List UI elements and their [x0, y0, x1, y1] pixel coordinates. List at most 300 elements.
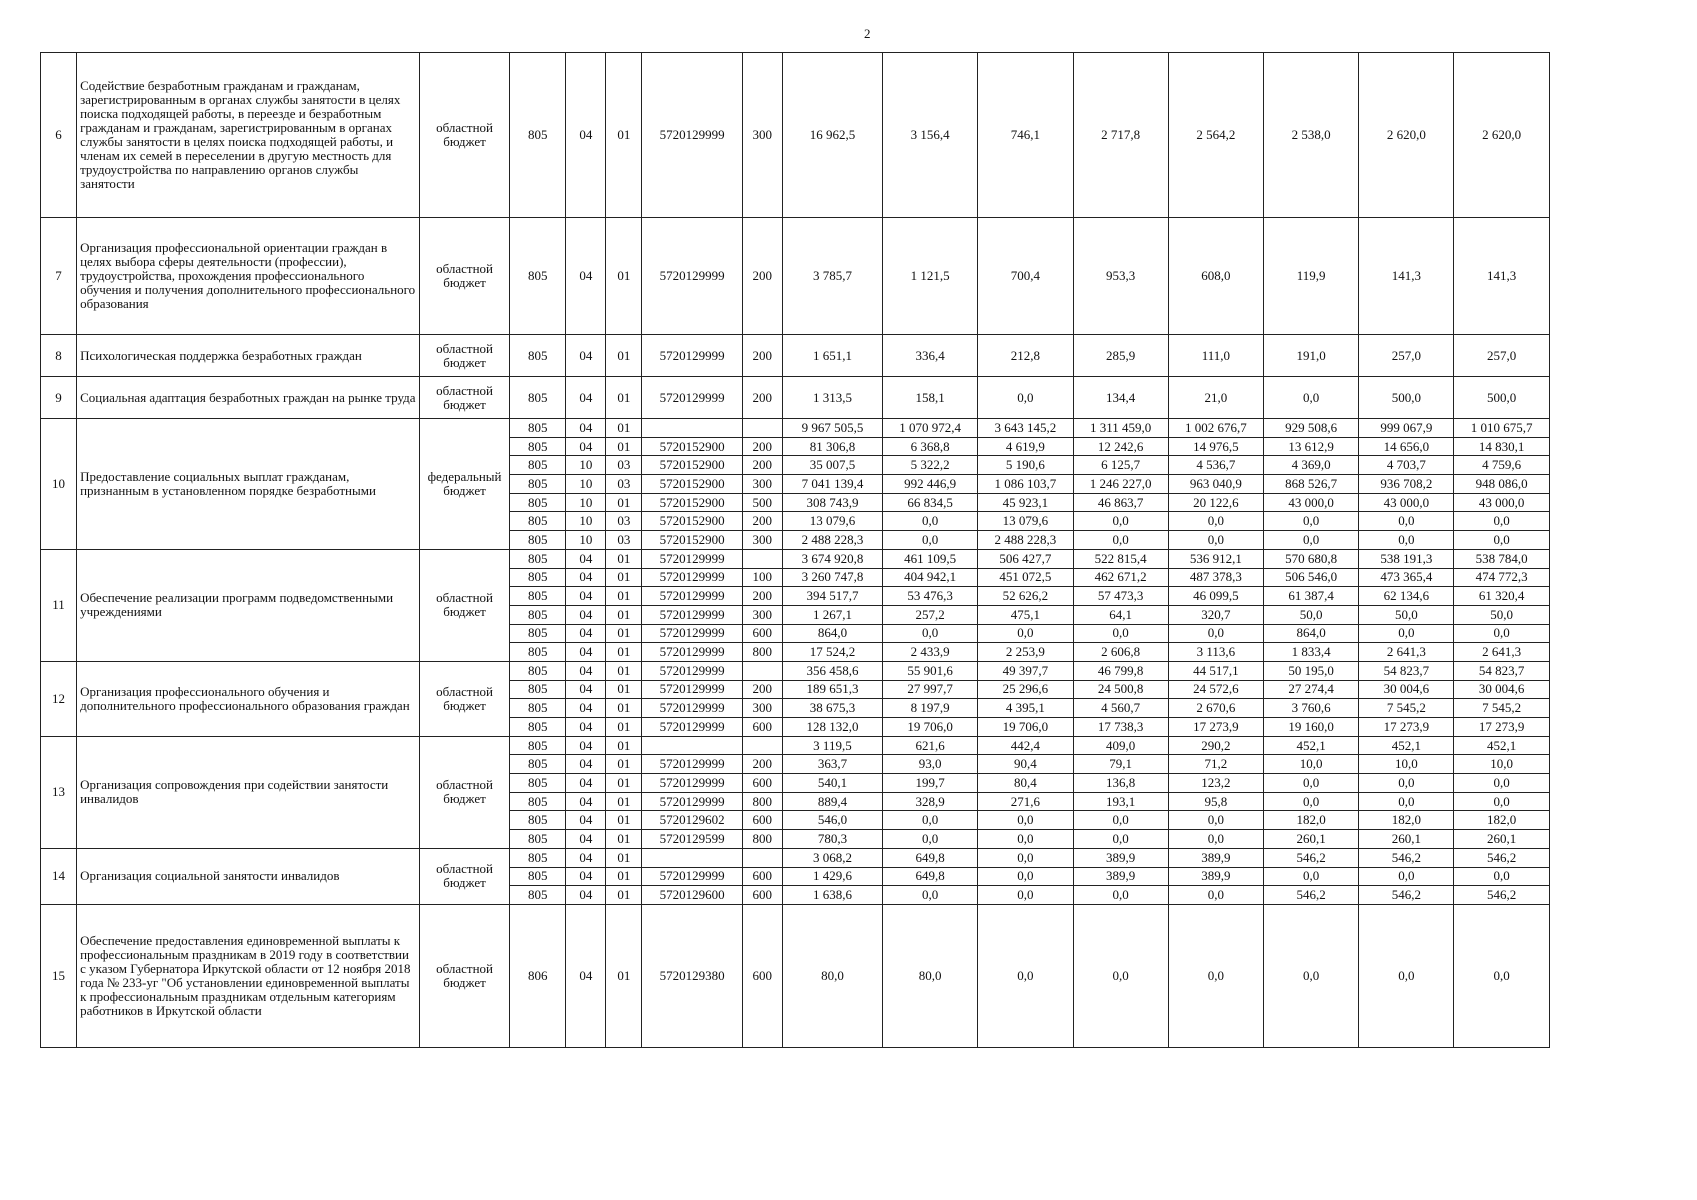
total-amount: 81 306,8: [782, 437, 882, 456]
year-2020-amount: 2 253,9: [978, 643, 1073, 662]
subsection-code: 01: [606, 867, 642, 886]
total-amount: 80,0: [782, 904, 882, 1047]
section-code: 10: [566, 493, 606, 512]
year-2022-amount: 0,0: [1168, 531, 1263, 550]
ministry-code: 805: [510, 830, 566, 849]
section-code: 04: [566, 549, 606, 568]
year-2021-amount: 409,0: [1073, 736, 1168, 755]
target-article-code: [642, 736, 742, 755]
target-article-code: 5720129999: [642, 53, 742, 218]
year-2020-amount: 4 395,1: [978, 699, 1073, 718]
expense-type-code: 200: [742, 512, 782, 531]
target-article-code: 5720129999: [642, 867, 742, 886]
year-2019-amount: 621,6: [883, 736, 978, 755]
subsection-code: 01: [606, 643, 642, 662]
year-2020-amount: 52 626,2: [978, 587, 1073, 606]
year-2025-amount: 141,3: [1454, 218, 1549, 335]
ministry-code: 805: [510, 811, 566, 830]
measure-description: Обеспечение реализации программ подведомственными учреждениями: [77, 549, 420, 661]
year-2023-amount: 0,0: [1264, 867, 1359, 886]
year-2025-amount: 538 784,0: [1454, 549, 1549, 568]
ministry-code: 805: [510, 792, 566, 811]
row-number: 7: [41, 218, 77, 335]
year-2024-amount: 50,0: [1359, 605, 1454, 624]
year-2019-amount: 2 433,9: [883, 643, 978, 662]
year-2019-amount: 0,0: [883, 624, 978, 643]
subsection-code: 01: [606, 661, 642, 680]
year-2025-amount: 948 086,0: [1454, 475, 1549, 494]
year-2021-amount: 17 738,3: [1073, 718, 1168, 737]
ministry-code: 805: [510, 456, 566, 475]
table-row: [41, 549, 1628, 568]
target-article-code: 5720129600: [642, 886, 742, 905]
year-2020-amount: 506 427,7: [978, 549, 1073, 568]
year-2023-amount: 0,0: [1264, 512, 1359, 531]
year-2025-amount: 546,2: [1454, 886, 1549, 905]
total-amount: 540,1: [782, 774, 882, 793]
year-2023-amount: 19 160,0: [1264, 718, 1359, 737]
year-2022-amount: 1 002 676,7: [1168, 419, 1263, 438]
subsection-code: 01: [606, 718, 642, 737]
target-article-code: 5720129999: [642, 774, 742, 793]
funding-source: областной бюджет: [419, 848, 509, 904]
expense-type-code: [742, 549, 782, 568]
year-2023-amount: 0,0: [1264, 774, 1359, 793]
target-article-code: 5720129999: [642, 755, 742, 774]
ministry-code: 805: [510, 475, 566, 494]
year-2020-amount: 19 706,0: [978, 718, 1073, 737]
funding-source: областной бюджет: [419, 904, 509, 1047]
year-2021-amount: 0,0: [1073, 886, 1168, 905]
expense-type-code: 300: [742, 475, 782, 494]
subsection-code: 03: [606, 456, 642, 475]
subsection-code: 01: [606, 904, 642, 1047]
ministry-code: 805: [510, 867, 566, 886]
year-2022-amount: 46 099,5: [1168, 587, 1263, 606]
year-2021-amount: 134,4: [1073, 377, 1168, 419]
expense-type-code: [742, 419, 782, 438]
year-2019-amount: 93,0: [883, 755, 978, 774]
year-2023-amount: 10,0: [1264, 755, 1359, 774]
ministry-code: 805: [510, 699, 566, 718]
row-number: 15: [41, 904, 77, 1047]
expense-type-code: 300: [742, 605, 782, 624]
year-2023-amount: 43 000,0: [1264, 493, 1359, 512]
target-article-code: 5720152900: [642, 493, 742, 512]
ministry-code: 805: [510, 549, 566, 568]
year-2025-amount: 10,0: [1454, 755, 1549, 774]
section-code: 04: [566, 867, 606, 886]
year-2020-amount: 13 079,6: [978, 512, 1073, 531]
section-code: 04: [566, 811, 606, 830]
subsection-code: 01: [606, 699, 642, 718]
measure-description: Социальная адаптация безработных граждан на рынке труда: [77, 377, 420, 419]
year-2024-amount: 538 191,3: [1359, 549, 1454, 568]
year-2021-amount: 6 125,7: [1073, 456, 1168, 475]
measure-description: Организация сопровождения при содействии занятости инвалидов: [77, 736, 420, 848]
total-amount: 3 119,5: [782, 736, 882, 755]
ministry-code: 805: [510, 493, 566, 512]
expense-type-code: 200: [742, 680, 782, 699]
year-2021-amount: 1 246 227,0: [1073, 475, 1168, 494]
target-article-code: [642, 848, 742, 867]
year-2021-amount: 0,0: [1073, 531, 1168, 550]
ministry-code: 805: [510, 643, 566, 662]
ministry-code: 805: [510, 605, 566, 624]
year-2023-amount: 182,0: [1264, 811, 1359, 830]
target-article-code: 5720152900: [642, 512, 742, 531]
expense-type-code: [742, 661, 782, 680]
year-2021-amount: 0,0: [1073, 904, 1168, 1047]
total-amount: 1 651,1: [782, 335, 882, 377]
expense-type-code: 200: [742, 437, 782, 456]
year-2021-amount: 0,0: [1073, 830, 1168, 849]
year-2021-amount: 24 500,8: [1073, 680, 1168, 699]
year-2019-amount: 461 109,5: [883, 549, 978, 568]
year-2019-amount: 0,0: [883, 886, 978, 905]
year-2023-amount: 4 369,0: [1264, 456, 1359, 475]
year-2021-amount: 285,9: [1073, 335, 1168, 377]
total-amount: 3 260 747,8: [782, 568, 882, 587]
year-2021-amount: 64,1: [1073, 605, 1168, 624]
section-code: 04: [566, 830, 606, 849]
year-2020-amount: 212,8: [978, 335, 1073, 377]
year-2021-amount: 0,0: [1073, 624, 1168, 643]
expense-type-code: 800: [742, 830, 782, 849]
target-article-code: 5720152900: [642, 475, 742, 494]
year-2020-amount: 0,0: [978, 848, 1073, 867]
year-2020-amount: 746,1: [978, 53, 1073, 218]
subsection-code: 03: [606, 512, 642, 531]
year-2024-amount: 0,0: [1359, 531, 1454, 550]
year-2023-amount: 506 546,0: [1264, 568, 1359, 587]
total-amount: 16 962,5: [782, 53, 882, 218]
row-number: 13: [41, 736, 77, 848]
ministry-code: 805: [510, 568, 566, 587]
year-2021-amount: 522 815,4: [1073, 549, 1168, 568]
expense-type-code: 600: [742, 886, 782, 905]
section-code: 04: [566, 904, 606, 1047]
section-code: 04: [566, 587, 606, 606]
year-2021-amount: 0,0: [1073, 512, 1168, 531]
year-2023-amount: 50,0: [1264, 605, 1359, 624]
year-2024-amount: 0,0: [1359, 792, 1454, 811]
ministry-code: 805: [510, 335, 566, 377]
subsection-code: 01: [606, 830, 642, 849]
measure-description: Содействие безработным гражданам и гражданам, зарегистрированным в органах службы занятости в целях поиска подходящей работы, в переезде и безработным гражданам и гражданам, зарегистрированным в органах службы занятости в целях поиска подходящей работы, и членам их семей в переселении в другую местность для трудоустройства по направлению органов службы занятости: [77, 53, 420, 218]
total-amount: 780,3: [782, 830, 882, 849]
ministry-code: 805: [510, 886, 566, 905]
target-article-code: 5720129999: [642, 549, 742, 568]
total-amount: 3 068,2: [782, 848, 882, 867]
subsection-code: 01: [606, 437, 642, 456]
year-2024-amount: 452,1: [1359, 736, 1454, 755]
year-2020-amount: 2 488 228,3: [978, 531, 1073, 550]
year-2025-amount: 0,0: [1454, 904, 1549, 1047]
year-2021-amount: 462 671,2: [1073, 568, 1168, 587]
year-2023-amount: 0,0: [1264, 531, 1359, 550]
year-2021-amount: 12 242,6: [1073, 437, 1168, 456]
year-2025-amount: 0,0: [1454, 624, 1549, 643]
year-2023-amount: 546,2: [1264, 848, 1359, 867]
ministry-code: 805: [510, 377, 566, 419]
year-2020-amount: 0,0: [978, 377, 1073, 419]
subsection-code: 01: [606, 419, 642, 438]
year-2024-amount: 4 703,7: [1359, 456, 1454, 475]
subsection-code: 01: [606, 568, 642, 587]
expense-type-code: 600: [742, 867, 782, 886]
year-2019-amount: 158,1: [883, 377, 978, 419]
year-2020-amount: 0,0: [978, 904, 1073, 1047]
year-2021-amount: 389,9: [1073, 867, 1168, 886]
subsection-code: 01: [606, 549, 642, 568]
year-2022-amount: 389,9: [1168, 848, 1263, 867]
year-2025-amount: 17 273,9: [1454, 718, 1549, 737]
section-code: 04: [566, 755, 606, 774]
year-2024-amount: 257,0: [1359, 335, 1454, 377]
target-article-code: 5720129999: [642, 643, 742, 662]
year-2025-amount: 500,0: [1454, 377, 1549, 419]
subsection-code: 03: [606, 475, 642, 494]
target-article-code: 5720129999: [642, 661, 742, 680]
subsection-code: 01: [606, 792, 642, 811]
year-2024-amount: 0,0: [1359, 904, 1454, 1047]
target-article-code: 5720152900: [642, 437, 742, 456]
year-2021-amount: 2 717,8: [1073, 53, 1168, 218]
section-code: 04: [566, 53, 606, 218]
year-2023-amount: 13 612,9: [1264, 437, 1359, 456]
year-2020-amount: 0,0: [978, 867, 1073, 886]
year-2022-amount: 0,0: [1168, 811, 1263, 830]
subsection-code: 01: [606, 886, 642, 905]
year-2021-amount: 1 311 459,0: [1073, 419, 1168, 438]
year-2019-amount: 199,7: [883, 774, 978, 793]
ministry-code: 805: [510, 437, 566, 456]
funding-source: федеральный бюджет: [419, 419, 509, 550]
year-2022-amount: 111,0: [1168, 335, 1263, 377]
target-article-code: 5720129999: [642, 718, 742, 737]
year-2025-amount: 14 830,1: [1454, 437, 1549, 456]
expense-type-code: 200: [742, 587, 782, 606]
year-2025-amount: 452,1: [1454, 736, 1549, 755]
row-number: 12: [41, 661, 77, 736]
target-article-code: 5720129602: [642, 811, 742, 830]
year-2024-amount: 546,2: [1359, 886, 1454, 905]
year-2024-amount: 30 004,6: [1359, 680, 1454, 699]
section-code: 04: [566, 218, 606, 335]
year-2023-amount: 61 387,4: [1264, 587, 1359, 606]
row-number: 11: [41, 549, 77, 661]
year-2025-amount: 2 620,0: [1454, 53, 1549, 218]
expense-type-code: [742, 736, 782, 755]
year-2022-amount: 2 564,2: [1168, 53, 1263, 218]
expense-type-code: 200: [742, 456, 782, 475]
year-2020-amount: 0,0: [978, 830, 1073, 849]
expense-type-code: 300: [742, 53, 782, 218]
total-amount: 1 267,1: [782, 605, 882, 624]
total-amount: 9 967 505,5: [782, 419, 882, 438]
year-2020-amount: 90,4: [978, 755, 1073, 774]
total-amount: 1 313,5: [782, 377, 882, 419]
year-2023-amount: 452,1: [1264, 736, 1359, 755]
section-code: 04: [566, 886, 606, 905]
subsection-code: 01: [606, 755, 642, 774]
subsection-code: 01: [606, 680, 642, 699]
year-2025-amount: 0,0: [1454, 512, 1549, 531]
expense-type-code: 200: [742, 335, 782, 377]
year-2022-amount: 20 122,6: [1168, 493, 1263, 512]
ministry-code: 805: [510, 848, 566, 867]
year-2025-amount: 0,0: [1454, 792, 1549, 811]
table-row: [41, 419, 1628, 438]
year-2023-amount: 191,0: [1264, 335, 1359, 377]
year-2021-amount: 57 473,3: [1073, 587, 1168, 606]
total-amount: 128 132,0: [782, 718, 882, 737]
expense-type-code: 300: [742, 531, 782, 550]
funding-source: областной бюджет: [419, 335, 509, 377]
row-number: 10: [41, 419, 77, 550]
ministry-code: 805: [510, 587, 566, 606]
year-2020-amount: 700,4: [978, 218, 1073, 335]
year-2019-amount: 0,0: [883, 531, 978, 550]
year-2023-amount: 868 526,7: [1264, 475, 1359, 494]
year-2021-amount: 46 863,7: [1073, 493, 1168, 512]
year-2020-amount: 0,0: [978, 624, 1073, 643]
ministry-code: 805: [510, 755, 566, 774]
total-amount: 889,4: [782, 792, 882, 811]
section-code: 04: [566, 419, 606, 438]
funding-source: областной бюджет: [419, 218, 509, 335]
table-row: [41, 335, 1628, 377]
year-2024-amount: 999 067,9: [1359, 419, 1454, 438]
year-2020-amount: 0,0: [978, 886, 1073, 905]
year-2023-amount: 570 680,8: [1264, 549, 1359, 568]
total-amount: 35 007,5: [782, 456, 882, 475]
year-2024-amount: 182,0: [1359, 811, 1454, 830]
section-code: 04: [566, 661, 606, 680]
ministry-code: 805: [510, 774, 566, 793]
total-amount: 189 651,3: [782, 680, 882, 699]
year-2025-amount: 182,0: [1454, 811, 1549, 830]
expense-type-code: 600: [742, 811, 782, 830]
subsection-code: 01: [606, 493, 642, 512]
section-code: 10: [566, 475, 606, 494]
year-2024-amount: 141,3: [1359, 218, 1454, 335]
year-2021-amount: 79,1: [1073, 755, 1168, 774]
ministry-code: 805: [510, 718, 566, 737]
section-code: 10: [566, 531, 606, 550]
table-row: [41, 904, 1628, 1047]
year-2023-amount: 0,0: [1264, 792, 1359, 811]
measure-description: Предоставление социальных выплат гражданам, признанным в установленном порядке безработными: [77, 419, 420, 550]
year-2022-amount: 487 378,3: [1168, 568, 1263, 587]
year-2019-amount: 1 121,5: [883, 218, 978, 335]
year-2025-amount: 54 823,7: [1454, 661, 1549, 680]
expense-type-code: 800: [742, 643, 782, 662]
year-2024-amount: 473 365,4: [1359, 568, 1454, 587]
total-amount: 2 488 228,3: [782, 531, 882, 550]
target-article-code: 5720129999: [642, 568, 742, 587]
year-2022-amount: 95,8: [1168, 792, 1263, 811]
budget-table: [40, 52, 1628, 1048]
year-2019-amount: 5 322,2: [883, 456, 978, 475]
year-2023-amount: 260,1: [1264, 830, 1359, 849]
year-2022-amount: 0,0: [1168, 512, 1263, 531]
year-2025-amount: 50,0: [1454, 605, 1549, 624]
section-code: 04: [566, 624, 606, 643]
section-code: 04: [566, 377, 606, 419]
year-2025-amount: 0,0: [1454, 531, 1549, 550]
target-article-code: 5720152900: [642, 531, 742, 550]
year-2021-amount: 46 799,8: [1073, 661, 1168, 680]
subsection-code: 01: [606, 53, 642, 218]
section-code: 10: [566, 456, 606, 475]
funding-source: областной бюджет: [419, 53, 509, 218]
year-2019-amount: 336,4: [883, 335, 978, 377]
ministry-code: 805: [510, 736, 566, 755]
section-code: 10: [566, 512, 606, 531]
year-2020-amount: 80,4: [978, 774, 1073, 793]
target-article-code: 5720129999: [642, 792, 742, 811]
target-article-code: 5720129999: [642, 377, 742, 419]
section-code: 04: [566, 643, 606, 662]
year-2025-amount: 2 641,3: [1454, 643, 1549, 662]
year-2022-amount: 2 670,6: [1168, 699, 1263, 718]
year-2022-amount: 0,0: [1168, 904, 1263, 1047]
target-article-code: 5720129999: [642, 218, 742, 335]
year-2024-amount: 0,0: [1359, 867, 1454, 886]
year-2023-amount: 0,0: [1264, 904, 1359, 1047]
measure-description: Организация профессиональной ориентации граждан в целях выбора сферы деятельности (профессии), трудоустройства, прохождения профессионального обучения и получения дополнительного профессионального образования: [77, 218, 420, 335]
year-2022-amount: 3 113,6: [1168, 643, 1263, 662]
subsection-code: 01: [606, 736, 642, 755]
year-2024-amount: 0,0: [1359, 512, 1454, 531]
year-2020-amount: 0,0: [978, 811, 1073, 830]
year-2025-amount: 43 000,0: [1454, 493, 1549, 512]
subsection-code: 01: [606, 335, 642, 377]
year-2024-amount: 500,0: [1359, 377, 1454, 419]
subsection-code: 01: [606, 624, 642, 643]
row-number: 6: [41, 53, 77, 218]
expense-type-code: 600: [742, 718, 782, 737]
year-2020-amount: 5 190,6: [978, 456, 1073, 475]
year-2019-amount: 0,0: [883, 512, 978, 531]
year-2021-amount: 953,3: [1073, 218, 1168, 335]
year-2022-amount: 0,0: [1168, 830, 1263, 849]
year-2019-amount: 0,0: [883, 830, 978, 849]
subsection-code: 01: [606, 218, 642, 335]
year-2022-amount: 14 976,5: [1168, 437, 1263, 456]
year-2021-amount: 4 560,7: [1073, 699, 1168, 718]
year-2019-amount: 80,0: [883, 904, 978, 1047]
year-2025-amount: 4 759,6: [1454, 456, 1549, 475]
target-article-code: [642, 419, 742, 438]
year-2022-amount: 0,0: [1168, 624, 1263, 643]
year-2025-amount: 7 545,2: [1454, 699, 1549, 718]
year-2024-amount: 54 823,7: [1359, 661, 1454, 680]
year-2019-amount: 3 156,4: [883, 53, 978, 218]
ministry-code: 805: [510, 661, 566, 680]
year-2019-amount: 328,9: [883, 792, 978, 811]
year-2025-amount: 257,0: [1454, 335, 1549, 377]
year-2019-amount: 257,2: [883, 605, 978, 624]
target-article-code: 5720129999: [642, 587, 742, 606]
page-number: 2: [864, 26, 871, 41]
year-2025-amount: 1 010 675,7: [1454, 419, 1549, 438]
expense-type-code: 600: [742, 904, 782, 1047]
year-2021-amount: 2 606,8: [1073, 643, 1168, 662]
section-code: 04: [566, 437, 606, 456]
